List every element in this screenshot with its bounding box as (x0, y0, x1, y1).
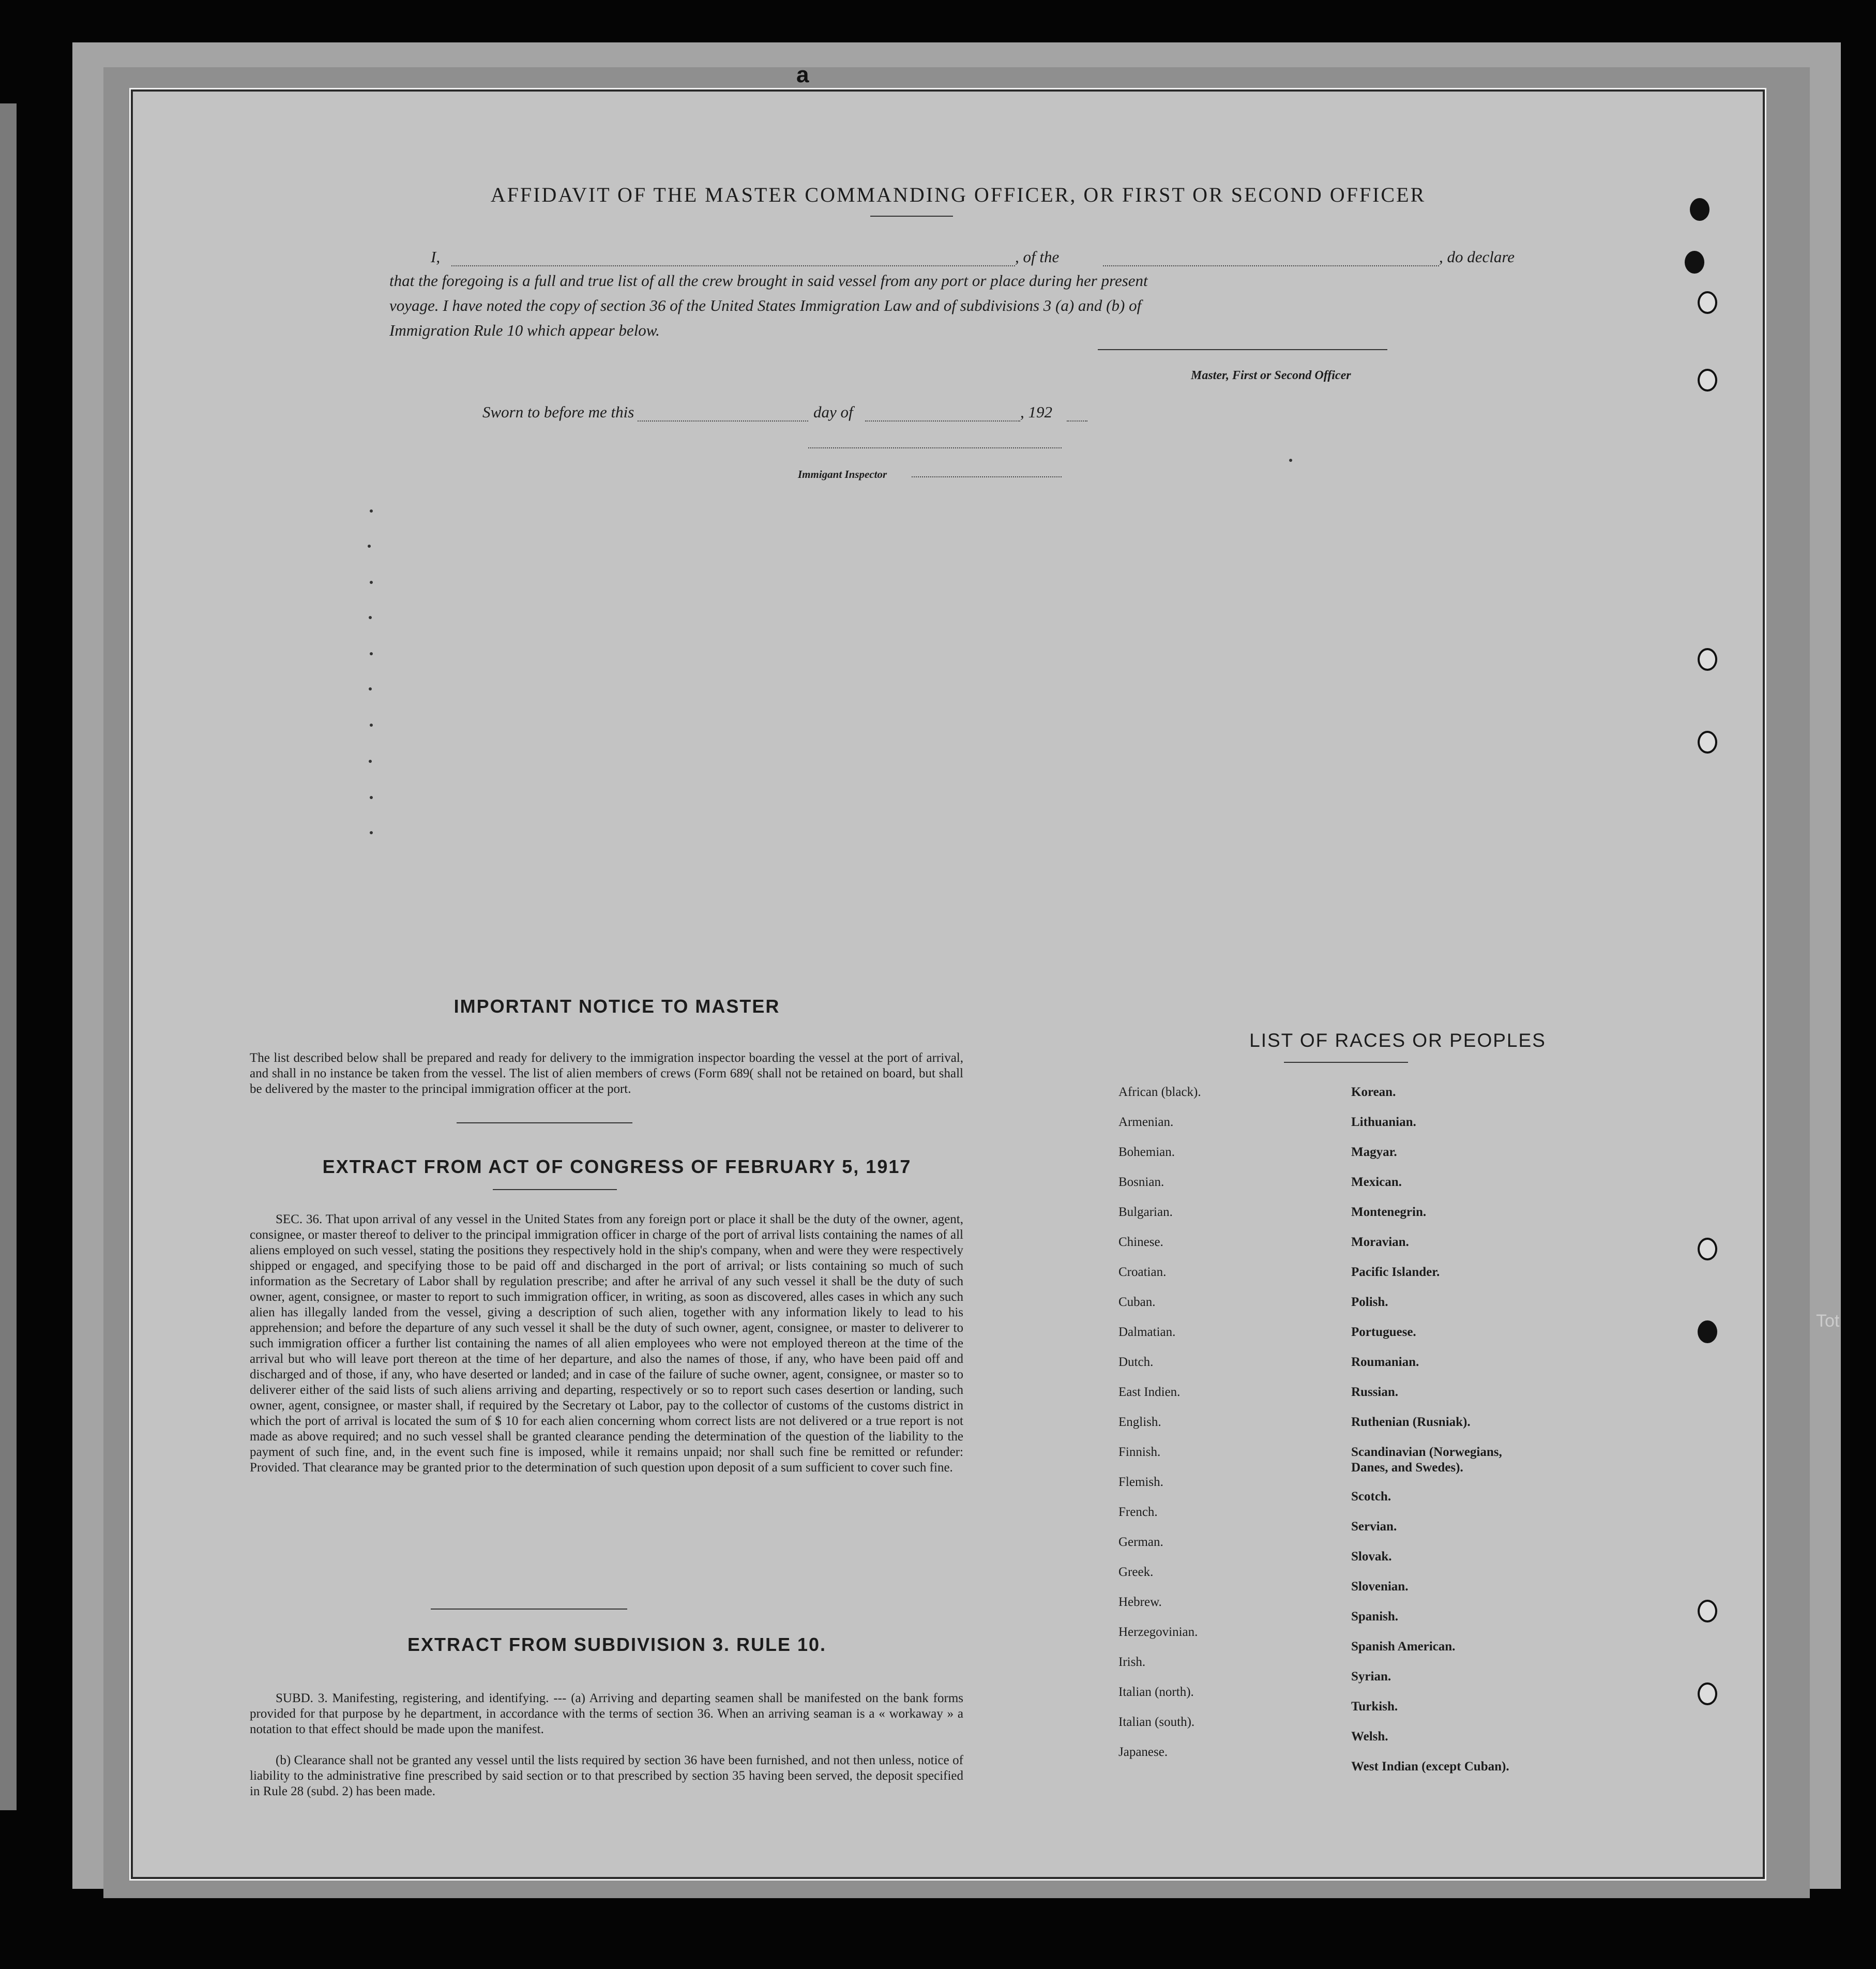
race-item: Spanish American. (1351, 1640, 1456, 1654)
master-signature-label: Master, First or Second Officer (1191, 369, 1351, 382)
binder-hole (1698, 1682, 1717, 1705)
race-item: Montenegrin. (1351, 1205, 1427, 1219)
name-field[interactable] (451, 265, 1015, 266)
race-item: West Indian (except Cuban). (1351, 1760, 1509, 1773)
race-item: Italian (north). (1118, 1685, 1194, 1699)
race-item: Korean. (1351, 1085, 1396, 1099)
race-item: East Indien. (1118, 1385, 1181, 1399)
stray-dot (368, 545, 371, 548)
race-item: Servian. (1351, 1520, 1397, 1534)
sworn-year-field[interactable] (1067, 420, 1087, 422)
act-extract-title: EXTRACT FROM ACT OF CONGRESS OF FEBRUARY 5, 1917 (322, 1156, 912, 1177)
race-item: Hebrew. (1118, 1595, 1162, 1609)
title-rule (870, 216, 953, 217)
stray-dot (370, 581, 373, 584)
race-item: Magyar. (1351, 1145, 1397, 1159)
edge-tot-label: Tot (1816, 1311, 1840, 1331)
race-item: Dalmatian. (1118, 1325, 1176, 1339)
sworn-day-field[interactable] (638, 420, 808, 422)
notice-title: IMPORTANT NOTICE TO MASTER (453, 996, 780, 1017)
inspector-signature-line[interactable] (808, 447, 1062, 448)
document-page (129, 88, 1766, 1881)
stray-dot (370, 724, 373, 727)
race-item: Turkish. (1351, 1700, 1398, 1714)
affidavit-line-3: Immigration Rule 10 which appear below. (389, 321, 660, 339)
race-item: Bohemian. (1118, 1145, 1175, 1159)
race-item: Slovenian. (1351, 1580, 1409, 1594)
stray-dot (369, 760, 372, 763)
rule-extract-para-a: SUBD. 3. Manifesting, registering, and identifying. --- (a) Arriving and departing seamen shall be manifested on the bank forms provided for that purpose by he department, in accordance with the terms of section 36. When an arriving seaman is a « workaway » a notation to that effect should be made upon the manifest. (250, 1691, 963, 1736)
stray-dot (369, 687, 372, 690)
race-item: Pacific Islander. (1351, 1265, 1440, 1279)
race-item: French. (1118, 1505, 1158, 1519)
races-title: LIST OF RACES OR PEOPLES (1249, 1030, 1546, 1051)
binder-hole (1698, 1600, 1717, 1622)
race-item: African (black). (1118, 1085, 1201, 1099)
race-item: Bulgarian. (1118, 1205, 1173, 1219)
race-item: Irish. (1118, 1655, 1146, 1669)
act-extract-text: SEC. 36. That upon arrival of any vessel in the United States from any foreign port or place it shall be the duty of the owner, agent, consignee, or master thereof to deliver to the principal immigration officer in charge of the port of arrival lists containing the names of all aliens employed on such vessel, stating the positions they respectively hold in the ship's company, when and were they were respectively shipped or engaged, and specifying those to be paid off and discharged in the port of arrival; or lists containing so much of such information as the Secretary of Labor shall by regulation prescribe; and after he arrival of any such vessel it shall be the duty of such owner, agent, consignee, or master to report to such immigration officer, in writing, as soon as discovered, alles cases in which any such alien has illegally landed from the vessel, giving a description of such alien, together with any information likely to lead to his apprehension; and before the departure of any such vessel it shall be the duty of such owner, agent, consignee, or master to deliverer to such immigration officer a further list containing the names of all alien employees who were not employed thereon at the time of the arrival but who will leave port thereon at the time of her departure, and also the names of those, if any, who have been paid off and discharged and of those, if any, who have deserted or landed; and in case of the failure of suche owner, agent, consignee, or master so to deliverer either of the said lists of such aliens arriving and departing, respectively or so to report such cases desertion or landing, such owner, agent, consignee, or master shall, if required by the Secretary ot Labor, pay to the collector of customs of the customs district in which the port of arrival is located the sum of $ 10 for each alien concerning whom correct lists are not delivered or a true report is not made as above required; and no such vessel shall be granted clearance pending the determination of the question of the liability to the payment of such fine, and, in the event such fine is imposed, while it remains unpaid; nor shall such fine be remitted or refunder: Provided. That clearance may be granted prior to the determination of such question upon deposit of a sum sufficient to cover such fine. (250, 1212, 963, 1475)
binder-hole (1685, 251, 1704, 274)
race-item: Scotch. (1351, 1490, 1391, 1504)
sworn-year: , 192 (1020, 403, 1052, 421)
race-item: Spanish. (1351, 1610, 1399, 1624)
race-item: Russian. (1351, 1385, 1399, 1399)
stray-dot (370, 796, 373, 799)
race-item: Finnish. (1118, 1445, 1161, 1459)
races-title-rule (1284, 1062, 1408, 1063)
notice-rule (457, 1122, 632, 1123)
inspector-dotted-line (912, 476, 1062, 477)
affidavit-i: I, (431, 248, 441, 266)
race-item: Greek. (1118, 1565, 1154, 1579)
sworn-prefix: Sworn to before me this (482, 403, 634, 421)
binder-hole (1698, 648, 1717, 671)
affidavit-line-1: that the foregoing is a full and true list of all the crew brought in said vessel from any port or place during her present (389, 272, 1148, 290)
rule-extract-para-b: (b) Clearance shall not be granted any vessel until the lists required by section 36 have been furnished, and not then unless, notice of liability to the administrative fine prescribed by said section or to that prescribed by section 35 having been served, the deposit specified in Rule 28 (subd. 2) has been made. (250, 1753, 963, 1798)
master-signature-line[interactable] (1098, 349, 1387, 350)
inspector-label: Immigant Inspector (798, 468, 887, 480)
race-item: Italian (south). (1118, 1715, 1195, 1729)
affidavit-line-2: voyage. I have noted the copy of section 36 of the United States Immigration Law and of subdivisions 3 (a) and (b) of (389, 296, 1142, 314)
left-edge-strip (0, 103, 17, 1810)
race-item: Welsh. (1351, 1730, 1388, 1743)
race-item: Dutch. (1118, 1355, 1154, 1369)
binder-hole (1698, 369, 1717, 392)
race-item: Herzegovinian. (1118, 1625, 1198, 1639)
race-item: Slovak. (1351, 1550, 1392, 1564)
binder-hole (1698, 1238, 1717, 1260)
race-item: Croatian. (1118, 1265, 1167, 1279)
stray-dot (370, 652, 373, 655)
race-item: Lithuanian. (1351, 1115, 1416, 1129)
act-end-rule (431, 1609, 627, 1610)
vessel-field[interactable] (1103, 265, 1439, 266)
race-item: Flemish. (1118, 1475, 1163, 1489)
race-item: English. (1118, 1415, 1161, 1429)
rule-extract-title: EXTRACT FROM SUBDIVISION 3. RULE 10. (407, 1634, 827, 1655)
stray-dot (370, 509, 373, 513)
stray-dot (370, 831, 373, 834)
binder-hole (1698, 1320, 1717, 1343)
binder-hole (1690, 198, 1709, 221)
race-item: Ruthenian (Rusniak). (1351, 1415, 1471, 1429)
race-item: Mexican. (1351, 1175, 1402, 1189)
race-item: Bosnian. (1118, 1175, 1164, 1189)
race-item: Portuguese. (1351, 1325, 1416, 1339)
race-item: Scandinavian (Norwegians, Danes, and Swedes). (1351, 1445, 1502, 1475)
binder-hole (1698, 731, 1717, 754)
affidavit-of-the: , of the (1015, 248, 1060, 266)
race-item: Roumanian. (1351, 1355, 1419, 1369)
race-item: Armenian. (1118, 1115, 1174, 1129)
race-item: German. (1118, 1535, 1163, 1549)
notice-text: The list described below shall be prepared and ready for delivery to the immigration inspector boarding the vessel at the port of arrival, and shall in no instance be taken from the vessel. The list of alien members of crews (Form 689( shall not be retained on board, but shall be delivered by the master to the principal immigration officer at the port. (250, 1051, 963, 1096)
stray-dot (369, 616, 372, 619)
race-item: Polish. (1351, 1295, 1388, 1309)
race-item: Chinese. (1118, 1235, 1163, 1249)
binder-hole (1698, 291, 1717, 314)
sworn-month-field[interactable] (865, 420, 1020, 422)
affidavit-title: AFFIDAVIT OF THE MASTER COMMANDING OFFICER, OR FIRST OR SECOND OFFICER (490, 183, 1426, 206)
race-item: Syrian. (1351, 1670, 1391, 1684)
affidavit-do-declare: , do declare (1439, 248, 1515, 266)
race-item: Japanese. (1118, 1745, 1168, 1759)
stray-dot (1289, 459, 1292, 462)
race-item: Moravian. (1351, 1235, 1409, 1249)
sworn-day-of: day of (813, 403, 853, 421)
act-title-rule (493, 1189, 617, 1190)
top-mark: a (796, 62, 809, 87)
race-item: Cuban. (1118, 1295, 1156, 1309)
